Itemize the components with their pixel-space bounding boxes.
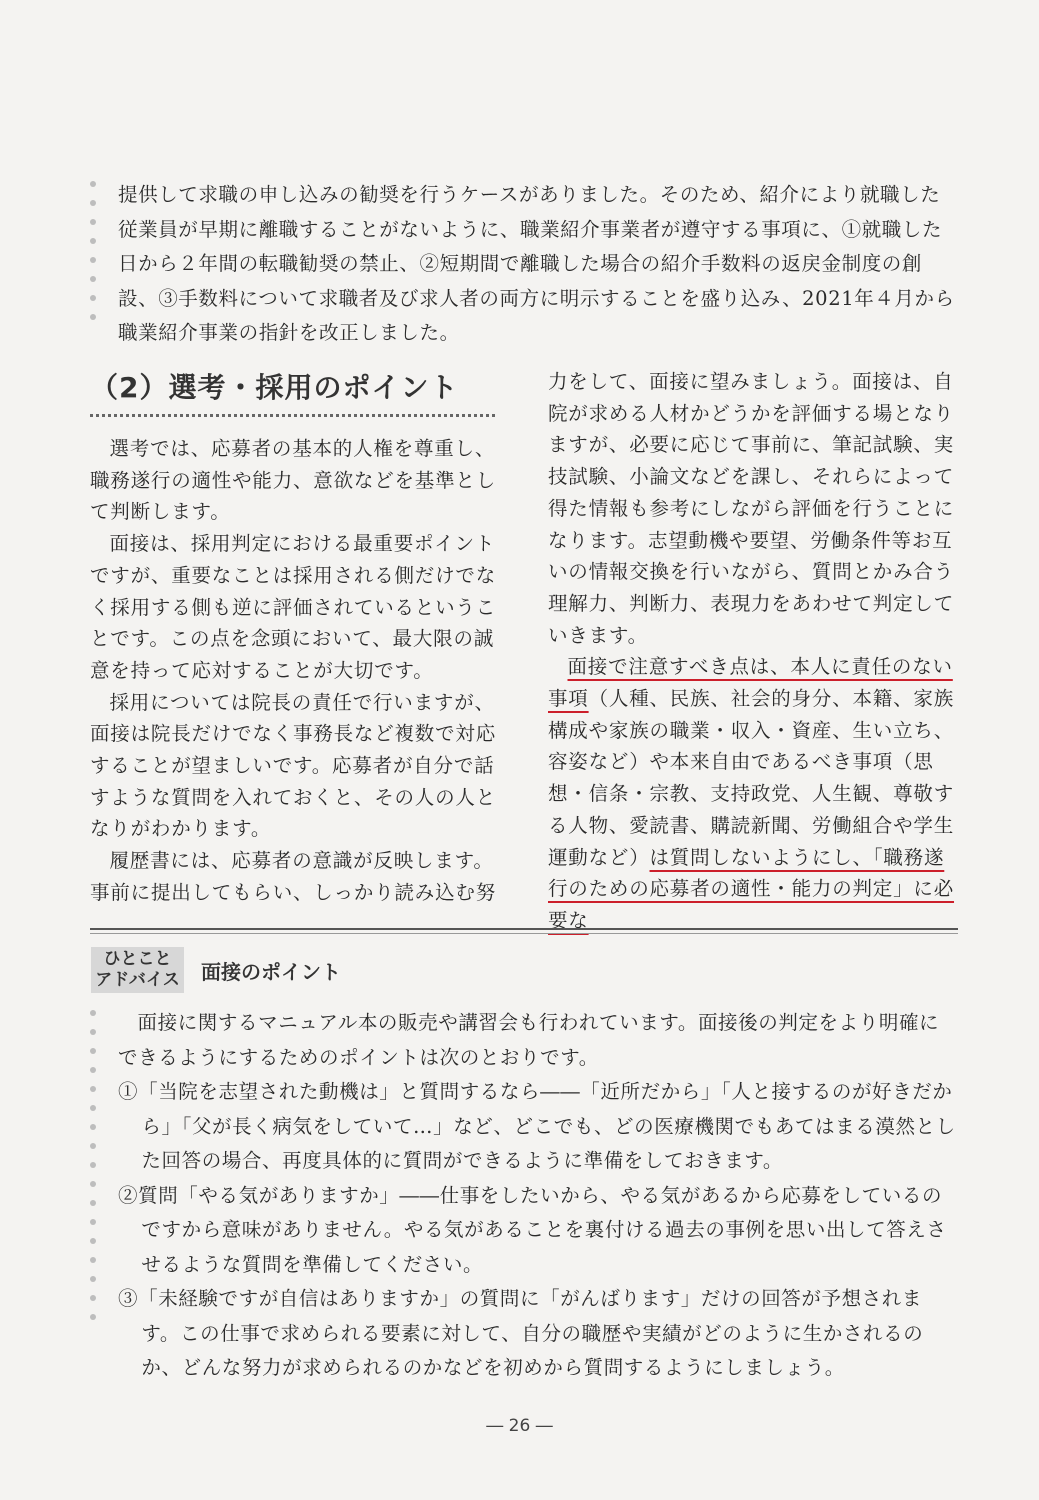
section-divider [90, 928, 958, 930]
title-dotted-rule [90, 414, 495, 417]
advice-item-1: ①「当院を志望された動機は」と質問するなら――「近所だから」「人と接するのが好きだから」「父が長く病気をしていて…」など、どこでも、どの医療機関でもあてはまる漠然とした回答の場合、再度具体的に質問ができるように準備をしておきます。 [118, 1080, 956, 1172]
advice-item-2: ②質問「やる気がありますか」――仕事をしたいから、やる気があるから応募をしているのですから意味がありません。やる気があることを裏付ける過去の事例を思い出して答えさせるような質問を準備してください。 [118, 1183, 947, 1276]
section-divider-thin [90, 933, 958, 934]
left-paragraph-4: 履歴書には、応募者の意識が反映します。事前に提出してもらい、しっかり読み込む努 [90, 849, 496, 904]
left-paragraph-1: 選考では、応募者の基本的人権を尊重し、職務遂行の適性や能力、意欲などを基準として判断します。 [90, 437, 497, 524]
right-paragraph-2 [548, 651, 958, 936]
section-title: （2）選考・採用のポイント [90, 371, 459, 404]
page-number: ― 26 ― [486, 1416, 553, 1436]
underlined-phrase-2: は質問しないようにし、「職務遂行のための応募者の適性・能力の判定」に必要な [548, 845, 955, 932]
underlined-phrase-1: 面接で注意すべき点は、本人に責任のない事項 [548, 655, 953, 711]
advice-item-3: ③「未経験ですが自信はありますか」の質問に「がんばります」だけの回答が予想されます。この仕事で求められる要素に対して、自分の職歴や実績がどのように生かされるのか、どんな努力が求められるのかなどを初めから質問するようにしましょう。 [118, 1287, 924, 1379]
left-paragraph-2: 面接は、採用判定における最重要ポイントですが、重要なことは採用される側だけでなく採用する側も逆に評価されているということです。この点を念頭において、最大限の誠意を持って応対することが大切です。 [90, 532, 497, 682]
advice-title: 面接のポイント [201, 960, 341, 984]
dotted-rail-advice [90, 1010, 98, 1333]
top-paragraph-text: 提供して求職の申し込みの勧奨を行うケースがありました。そのため、紹介により就職した従業員が早期に離職することがないように、職業紹介事業者が遵守する事項に、①就職した日から２年間の転職勧奨の禁止、②短期間で離職した場合の紹介手数料の返戻金制度の創設、③手数料について求職者及び求人者の両方に明示することを盛り込み、2021年４月から職業紹介事業の指針を改正しました。 [118, 183, 955, 344]
advice-body [118, 1006, 958, 1386]
advice-badge-line2: アドバイス [95, 970, 180, 990]
advice-badge-line1: ひとこと [103, 949, 172, 969]
advice-intro: 面接に関するマニュアル本の販売や講習会も行われています。面接後の判定をより明確にできるようにするためのポイントは次のとおりです。 [118, 1011, 940, 1069]
dotted-rail-top [90, 181, 98, 333]
right-paragraph-2-middle: （人種、民族、社会的身分、本籍、家族構成や家族の職業・収入・資産、生い立ち、容姿など）や本来自由であるべき事項（思想・信条・宗教、支持政党、人生観、尊敬する人物、愛読書、購読新聞、労働組合や学生運動など） [548, 687, 955, 869]
left-paragraph-3: 採用については院長の責任で行いますが、面接は院長だけでなく事務長など複数で対応することが望ましいです。応募者が自分で話すような質問を入れておくと、その人の人となりがわかります。 [90, 690, 497, 841]
top-paragraph [118, 178, 958, 351]
left-column [90, 366, 500, 909]
advice-badge [91, 947, 184, 993]
right-column [548, 366, 958, 937]
right-paragraph-1: 力をして、面接に望みましょう。面接は、自院が求める人材かどうかを評価する場となりますが、必要に応じて事前に、筆記試験、実技試験、小論文などを課し、それらによって得た情報も参考にしながら評価を行うことになります。志望動機や要望、労働条件等お互いの情報交換を行いながら、質問とかみ合う理解力、判断力、表現力をあわせて判定していきます。 [548, 370, 955, 647]
